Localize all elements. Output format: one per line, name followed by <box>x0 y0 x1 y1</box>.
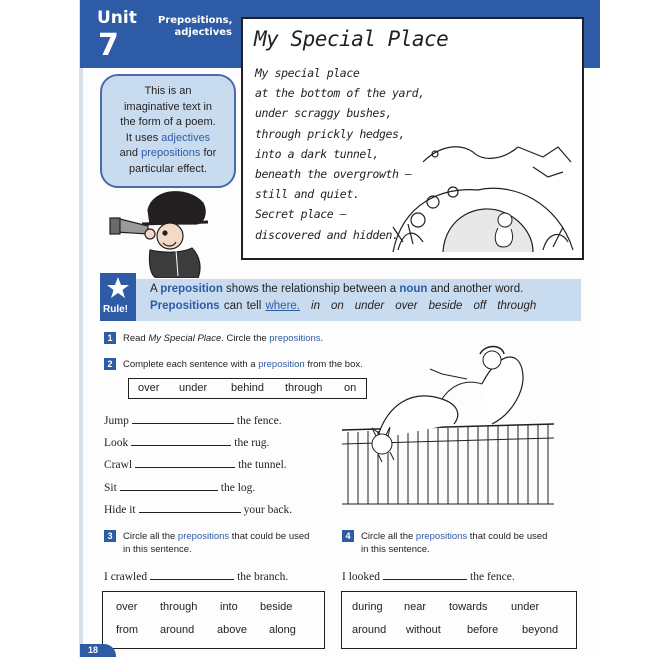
inst-line: in this sentence. <box>361 544 430 555</box>
unit-label: Unit <box>97 8 137 28</box>
rule-example: on <box>330 300 344 312</box>
unit-topic-line: Prepositions, <box>158 15 233 26</box>
answer-blank[interactable] <box>383 569 467 580</box>
bubble-line: the form of a poem. <box>120 116 216 128</box>
inst-part: that could be used <box>229 531 310 542</box>
option-word[interactable]: during <box>352 601 383 613</box>
option-word[interactable]: over <box>116 601 138 613</box>
option-word[interactable]: along <box>269 624 296 636</box>
poem-line: at the bottom of the yard, <box>255 86 425 101</box>
poem-title: My Special Place <box>254 27 449 51</box>
keyword-preposition: preposition <box>258 359 305 370</box>
sentence-end: the fence. <box>470 571 515 583</box>
sentence-line <box>342 569 515 583</box>
word-bank-item: under <box>179 382 208 394</box>
inst-line: in this sentence. <box>123 544 192 555</box>
rule-text-part: and another word. <box>427 283 524 295</box>
poem-line: still and quiet. <box>255 187 360 202</box>
sentence-end: the fence. <box>236 415 282 427</box>
sentence-end: the rug. <box>234 437 270 449</box>
answer-blank[interactable] <box>132 413 234 424</box>
word-bank-item: behind <box>231 382 265 394</box>
option-word[interactable]: above <box>217 624 247 636</box>
rule-example: in <box>311 300 320 312</box>
word-bank-box <box>128 378 367 399</box>
question-4-instruction <box>361 530 547 556</box>
option-word[interactable]: around <box>160 624 195 636</box>
bubble-line: This is an <box>144 85 192 97</box>
page-number: 18 <box>88 645 99 655</box>
word-bank-item: on <box>344 382 357 394</box>
sentence-start: Sit <box>104 482 117 494</box>
sentence-start: Crawl <box>104 459 133 471</box>
sentence-end: the log. <box>220 482 256 494</box>
fence-climbing-illustration <box>342 344 554 512</box>
question-2-instruction <box>123 359 363 370</box>
keyword-preposition: preposition <box>160 283 223 295</box>
unit-topic-line: adjectives <box>174 27 232 38</box>
sentence-start: Hide it <box>104 504 136 516</box>
option-word[interactable]: into <box>220 601 238 613</box>
option-word[interactable]: without <box>406 624 441 636</box>
tunnel-illustration <box>383 132 581 258</box>
option-word[interactable]: under <box>511 601 540 613</box>
question-number: 2 <box>104 358 116 370</box>
sentence-line <box>104 569 288 583</box>
page-edge <box>79 0 83 657</box>
sentence-line <box>104 435 269 449</box>
poem-line: into a dark tunnel, <box>255 146 379 161</box>
question-3-instruction <box>123 530 309 556</box>
inst-part: Read <box>123 333 149 344</box>
rule-badge-label: Rule! <box>103 304 128 315</box>
sentence-end: your back. <box>243 504 293 516</box>
keyword-where: where. <box>265 300 301 312</box>
inst-part: that could be used <box>467 531 548 542</box>
bubble-line: imaginative text in <box>123 100 213 113</box>
unit-topic <box>158 15 232 39</box>
sentence-line <box>104 457 287 471</box>
bubble-line: particular effect. <box>128 162 208 175</box>
pirate-character-illustration <box>108 188 216 278</box>
rule-example: off <box>473 300 487 312</box>
keyword-prepositions: prepositions <box>269 333 321 344</box>
keyword-noun: noun <box>399 283 428 295</box>
option-word[interactable]: beyond <box>522 624 559 636</box>
bubble-text-part: It uses <box>125 131 162 144</box>
rule-text-line <box>150 283 523 295</box>
options-box-4 <box>341 591 577 649</box>
question-number: 3 <box>104 530 116 542</box>
sentence-line <box>104 502 292 516</box>
question-1-instruction <box>123 333 323 344</box>
inst-part: . <box>320 333 324 344</box>
option-word[interactable]: towards <box>449 601 488 613</box>
sentence-line <box>104 413 282 427</box>
rule-example: through <box>497 300 537 312</box>
option-word[interactable]: around <box>352 624 387 636</box>
option-word[interactable]: near <box>404 601 427 613</box>
poem-line: beneath the overgrowth – <box>255 166 412 181</box>
rule-text-line <box>150 300 536 312</box>
sentence-line <box>104 480 255 494</box>
option-word[interactable]: from <box>116 624 138 636</box>
rule-text-part: A <box>150 283 161 295</box>
option-word[interactable]: before <box>467 624 499 636</box>
keyword-prepositions: Prepositions <box>150 300 220 312</box>
sentence-start: Jump <box>104 415 129 427</box>
answer-blank[interactable] <box>131 435 231 446</box>
word-bank-item: over <box>138 382 160 394</box>
keyword-adjectives: adjectives <box>161 131 211 144</box>
keyword-prepositions: prepositions <box>177 531 230 542</box>
sentence-end: the branch. <box>237 571 289 583</box>
poem-line: under scraggy bushes, <box>255 106 392 121</box>
rule-example: under <box>354 300 385 312</box>
unit-number: 7 <box>98 28 119 63</box>
bubble-line <box>104 146 232 162</box>
bubble-line <box>104 131 232 147</box>
poem-line: Secret place – <box>255 207 347 222</box>
speech-bubble-text <box>104 84 232 177</box>
options-box-3 <box>102 591 325 649</box>
option-word[interactable]: through <box>160 601 198 613</box>
rule-text-part: can tell <box>219 300 266 312</box>
question-number: 4 <box>342 530 354 542</box>
inst-part: . Circle the <box>221 333 270 344</box>
answer-blank[interactable] <box>120 480 218 491</box>
sentence-end: the tunnel. <box>238 459 287 471</box>
poem-line: through prickly hedges, <box>255 126 406 141</box>
keyword-prepositions: prepositions <box>141 147 201 159</box>
inst-part: Circle all the <box>123 531 178 542</box>
bubble-text-part: and <box>119 147 142 159</box>
inst-part: Circle all the <box>361 531 416 542</box>
poem-line: My special place <box>255 66 360 80</box>
answer-blank[interactable] <box>139 502 241 513</box>
poem-title-reference: My Special Place <box>148 333 222 344</box>
question-number: 1 <box>104 332 116 344</box>
option-word[interactable]: beside <box>260 601 293 613</box>
answer-blank[interactable] <box>135 457 235 468</box>
keyword-prepositions: prepositions <box>415 531 468 542</box>
bubble-text-part: for <box>200 147 217 159</box>
sentence-start: I crawled <box>104 571 148 583</box>
sentence-start: Look <box>104 437 129 449</box>
rule-example: beside <box>428 300 463 312</box>
rule-text-part: shows the relationship between a <box>222 283 400 295</box>
answer-blank[interactable] <box>150 569 234 580</box>
inst-line <box>361 530 547 543</box>
star-icon <box>106 276 130 300</box>
inst-part: Complete each sentence with a <box>123 359 259 370</box>
sentence-start: I looked <box>342 571 381 583</box>
inst-line <box>123 530 309 543</box>
word-bank-item: through <box>285 382 323 394</box>
rule-example: over <box>395 300 418 312</box>
inst-part: from the box. <box>304 359 363 370</box>
poem-line: discovered and hidden. <box>255 227 399 242</box>
